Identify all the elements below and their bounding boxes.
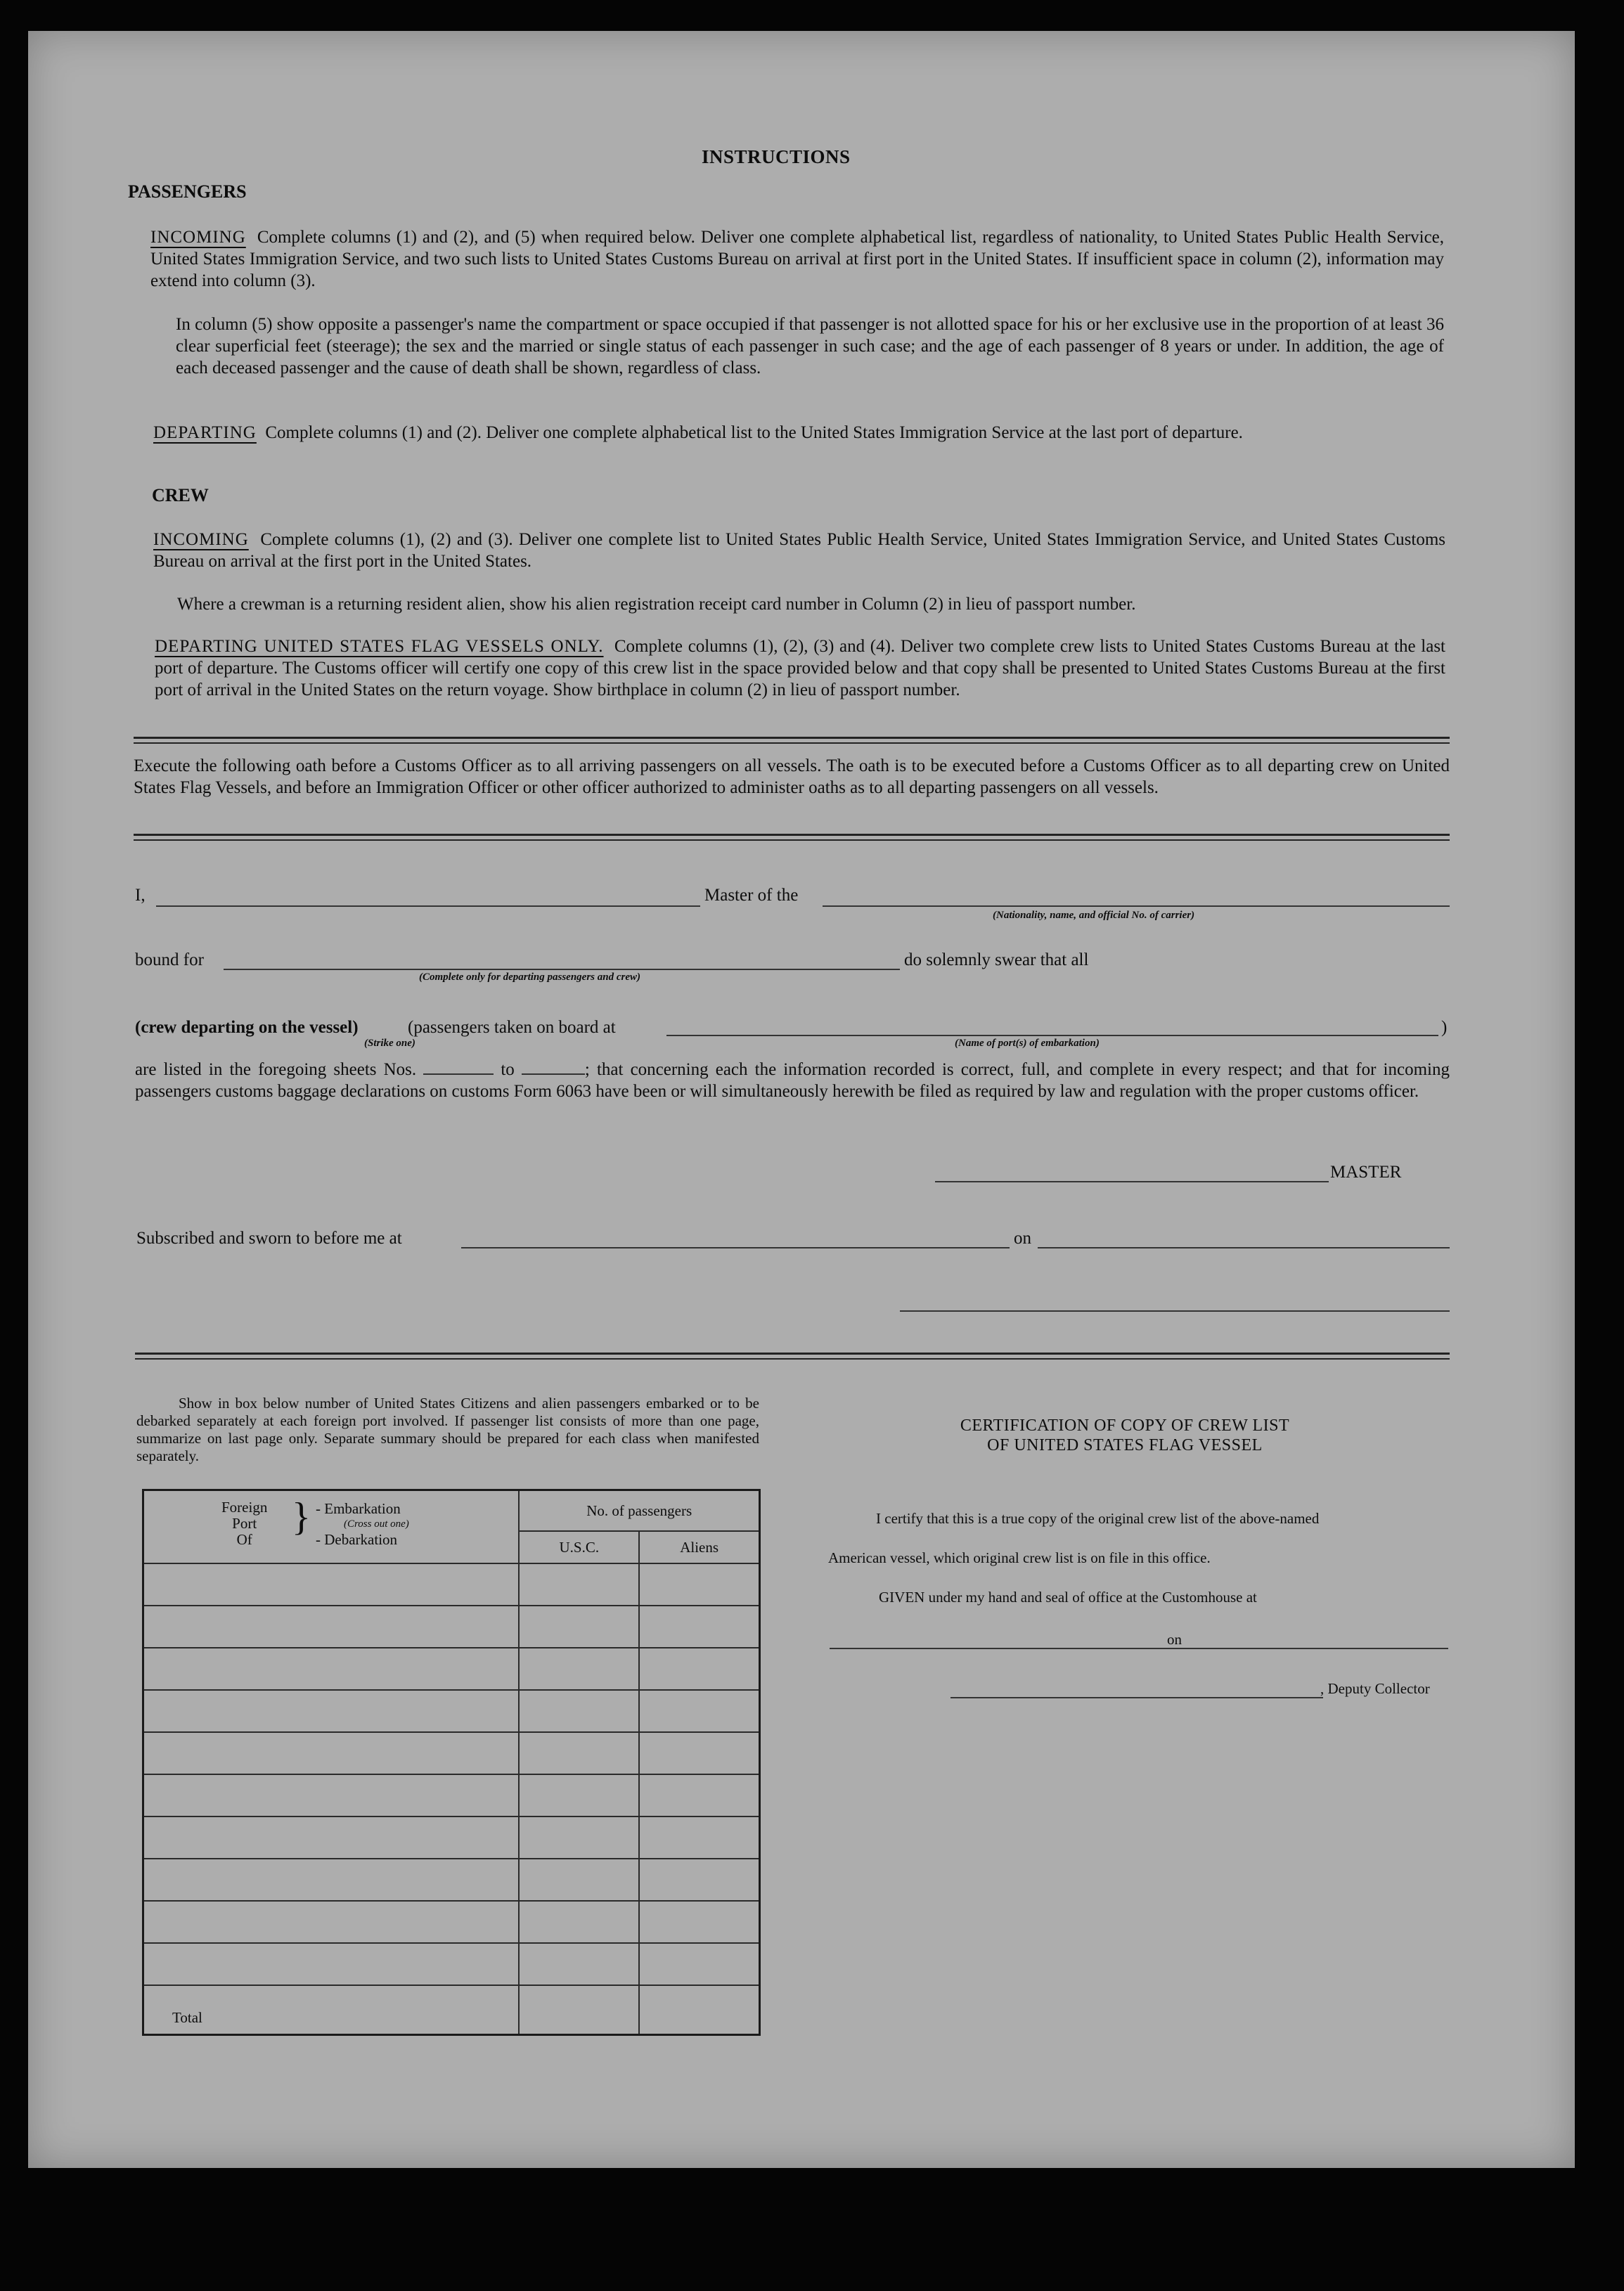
- port-header-options: [316, 1501, 409, 1547]
- table-row: [143, 1690, 760, 1732]
- officer-signature-line[interactable]: [900, 1310, 1450, 1312]
- usc-cell[interactable]: [519, 1943, 639, 1985]
- port-cell[interactable]: [143, 1816, 520, 1859]
- departing-text: Complete columns (1) and (2). Deliver one complete alphabetical list to the United States Immigration Service at the last port of departure.: [265, 423, 1243, 442]
- port-cell[interactable]: [143, 1606, 520, 1648]
- deputy-collector-label: , Deputy Collector: [1320, 1680, 1430, 1697]
- summary-instruction: Show in box below number of United States Citizens and alien passengers embarked or to be debarked separately at each foreign port involved. If passenger list consists of more than one page, summarize on last page only. Separate summary should be prepared for each class when manifested separately.: [136, 1395, 759, 1464]
- column5-paragraph: In column (5) show opposite a passenger's name the compartment or space occupied if that passenger is not allotted space for his or her exclusive use in the proportion of at least 36 clear superficial feet (steerage); the sex and the married or single status of each passenger in such case; and the age of each passenger of 8 years or under. In addition, the age of each deceased passenger and the cause of death shall be shown, regardless of class.: [176, 315, 1444, 377]
- usc-cell[interactable]: [519, 1648, 639, 1690]
- port-word-port: Port: [232, 1515, 257, 1532]
- port-cell[interactable]: [143, 1648, 520, 1690]
- divider-mid-2: [134, 839, 1450, 841]
- to-label: to: [501, 1060, 515, 1079]
- ports-caption: (Name of port(s) of embarkation): [955, 1038, 1100, 1049]
- sheet-from-blank[interactable]: [423, 1061, 494, 1075]
- aliens-cell[interactable]: [639, 1816, 759, 1859]
- crew-departing-paragraph: [155, 635, 1445, 701]
- sheets-paragraph: [135, 1059, 1450, 1102]
- bound-for-label: bound for: [135, 950, 204, 969]
- strike-caption: (Strike one): [364, 1038, 415, 1049]
- aliens-cell[interactable]: [639, 1943, 759, 1985]
- passenger-summary-table: [142, 1489, 761, 2036]
- oath-i-label: I,: [135, 886, 146, 905]
- certify-cont-text: American vessel, which original crew list is on file in this office.: [828, 1549, 1211, 1566]
- usc-cell[interactable]: [519, 1606, 639, 1648]
- port-cell[interactable]: [143, 1563, 520, 1606]
- no-passengers-header: No. of passengers: [519, 1490, 759, 1532]
- table-row: [143, 1648, 760, 1690]
- divider-mid-1: [134, 834, 1450, 836]
- aliens-cell[interactable]: [639, 1901, 759, 1943]
- brace-icon: }: [292, 1495, 311, 1539]
- oath-intro: Execute the following oath before a Customs Officer as to all arriving passengers on all vessels. The oath is to be executed before a Customs Officer as to all departing crew on United States Flag Vessels, and before an Immigration Officer or other officer authorized to administer oaths as to all departing passengers on all vessels.: [134, 756, 1450, 797]
- carrier-line[interactable]: [823, 905, 1450, 907]
- usc-cell[interactable]: [519, 1859, 639, 1901]
- master-signature-line[interactable]: [935, 1181, 1329, 1182]
- master-name-line[interactable]: [156, 905, 700, 907]
- subscribed-date-line[interactable]: [1038, 1247, 1450, 1248]
- divider-bottom-1: [135, 1353, 1450, 1355]
- master-label: MASTER: [1330, 1163, 1402, 1182]
- divider-top-2: [134, 742, 1450, 744]
- incoming-text: Complete columns (1) and (2), and (5) when required below. Deliver one complete alphabetical list, regardless of nationality, to United States Public Health Service, United States Immigration Service, and two such lists to United States Customs Bureau on arrival at first port in the United States. If insufficient space in column (2), information may extend into column (3).: [150, 228, 1445, 290]
- certification-title-line2: OF UNITED STATES FLAG VESSEL: [987, 1436, 1263, 1454]
- port-cell[interactable]: [143, 1732, 520, 1774]
- usc-cell[interactable]: [519, 1563, 639, 1606]
- cert-date-line[interactable]: [1185, 1648, 1448, 1649]
- table-row: [143, 1859, 760, 1901]
- passengers-departing-paragraph: [153, 422, 1444, 444]
- crew-departing-lead: DEPARTING UNITED STATES FLAG VESSELS ONLY.: [155, 637, 604, 656]
- aliens-cell[interactable]: [639, 1732, 759, 1774]
- ports-line[interactable]: [666, 1035, 1438, 1036]
- table-row: [143, 1606, 760, 1648]
- given-text: GIVEN under my hand and seal of office at the Customhouse at: [879, 1589, 1257, 1606]
- crew-incoming-paragraph: [153, 529, 1445, 572]
- divider-bottom-2: [135, 1358, 1450, 1360]
- subscribed-place-line[interactable]: [461, 1247, 1010, 1248]
- port-word-foreign: Foreign: [221, 1499, 268, 1516]
- usc-cell[interactable]: [519, 1690, 639, 1732]
- incoming-lead: INCOMING: [150, 228, 246, 247]
- port-header: [143, 1490, 520, 1564]
- cross-out-label: (Cross out one): [344, 1518, 409, 1530]
- table-row: [143, 1816, 760, 1859]
- carrier-caption: (Nationality, name, and official No. of carrier): [993, 910, 1195, 921]
- master-of-the-label: Master of the: [704, 886, 799, 905]
- table-row: [143, 1943, 760, 1985]
- certification-title: [801, 1416, 1448, 1455]
- port-cell[interactable]: [143, 1943, 520, 1985]
- swear-label: do solemnly swear that all: [904, 950, 1089, 969]
- usc-cell[interactable]: [519, 1816, 639, 1859]
- port-cell[interactable]: [143, 1901, 520, 1943]
- debarkation-label: - Debarkation: [316, 1531, 398, 1548]
- subscribed-label: Subscribed and sworn to before me at: [136, 1229, 402, 1248]
- customhouse-line[interactable]: [830, 1648, 1190, 1649]
- aliens-cell[interactable]: [639, 1774, 759, 1816]
- departing-lead: DEPARTING: [153, 423, 257, 442]
- aliens-cell[interactable]: [639, 1606, 759, 1648]
- bound-caption: (Complete only for departing passengers and crew): [419, 972, 640, 983]
- deputy-signature-line[interactable]: [950, 1697, 1323, 1698]
- total-row: [143, 1985, 760, 2035]
- port-cell[interactable]: [143, 1859, 520, 1901]
- cert-on-label: on: [1167, 1631, 1182, 1648]
- usc-cell[interactable]: [519, 1774, 639, 1816]
- port-cell[interactable]: [143, 1774, 520, 1816]
- passengers-incoming-paragraph: [150, 226, 1444, 292]
- usc-cell[interactable]: [519, 1732, 639, 1774]
- total-aliens-cell[interactable]: [639, 1985, 759, 2035]
- table-row: [143, 1563, 760, 1606]
- aliens-header: Aliens: [639, 1531, 759, 1563]
- crew-heading: CREW: [152, 485, 209, 505]
- table-row: [143, 1774, 760, 1816]
- certification-title-line1: CERTIFICATION OF COPY OF CREW LIST: [960, 1416, 1290, 1435]
- crew-incoming-lead: INCOMING: [153, 530, 249, 549]
- form-sheet: [28, 31, 1575, 2168]
- aliens-cell[interactable]: [639, 1648, 759, 1690]
- table-row: [143, 1732, 760, 1774]
- usc-cell[interactable]: [519, 1901, 639, 1943]
- bound-for-line[interactable]: [224, 969, 900, 970]
- crew-resident-paragraph: Where a crewman is a returning resident alien, show his alien registration receipt card number in Column (2) in lieu of passport number.: [177, 595, 1136, 614]
- subscribed-on-label: on: [1014, 1229, 1031, 1248]
- divider-top-1: [134, 737, 1450, 739]
- sheet-to-blank[interactable]: [522, 1061, 585, 1075]
- crew-departing-text: Complete columns (1), (2), (3) and (4). Deliver two complete crew lists to United States Customs Bureau at the last port of departure. The Customs officer will certify one copy of this crew list in the space provided below and that copy shall be presented to United States Customs Bureau at the first port of arrival in the United States on the return voyage. Show birthplace in column (2) in lieu of passport number.: [155, 637, 1445, 699]
- aliens-cell[interactable]: [639, 1563, 759, 1606]
- total-usc-cell[interactable]: [519, 1985, 639, 2035]
- aliens-cell[interactable]: [639, 1690, 759, 1732]
- crew-incoming-text: Complete columns (1), (2) and (3). Deliver one complete list to United States Public Health Service, United States Immigration Service, and United States Customs Bureau on arrival at the first port in the United States.: [153, 530, 1446, 571]
- table-row: [143, 1901, 760, 1943]
- crew-departing-option: (crew departing on the vessel): [135, 1018, 359, 1037]
- passengers-heading: PASSENGERS: [128, 181, 247, 202]
- certify-text: I certify that this is a true copy of the original crew list of the above-named: [876, 1510, 1320, 1527]
- total-label: Total: [143, 1985, 520, 2035]
- passengers-taken-option: (passengers taken on board at: [408, 1018, 616, 1037]
- embarkation-label: - Embarkation: [316, 1500, 401, 1517]
- port-header-words: [221, 1499, 267, 1548]
- page-title: INSTRUCTIONS: [702, 146, 851, 167]
- sheets-rest: ; that concerning each the information recorded is correct, full, and complete in every respect; and that for incoming passengers customs baggage declarations on customs Form 6063 have been or will simultaneously herewith be filed as required by law and regulation with the proper customs officer.: [135, 1060, 1450, 1101]
- aliens-cell[interactable]: [639, 1859, 759, 1901]
- close-paren: ): [1441, 1018, 1448, 1037]
- port-cell[interactable]: [143, 1690, 520, 1732]
- usc-header: U.S.C.: [519, 1531, 639, 1563]
- port-word-of: Of: [236, 1531, 252, 1548]
- sheets-prefix: are listed in the foregoing sheets Nos.: [135, 1060, 417, 1079]
